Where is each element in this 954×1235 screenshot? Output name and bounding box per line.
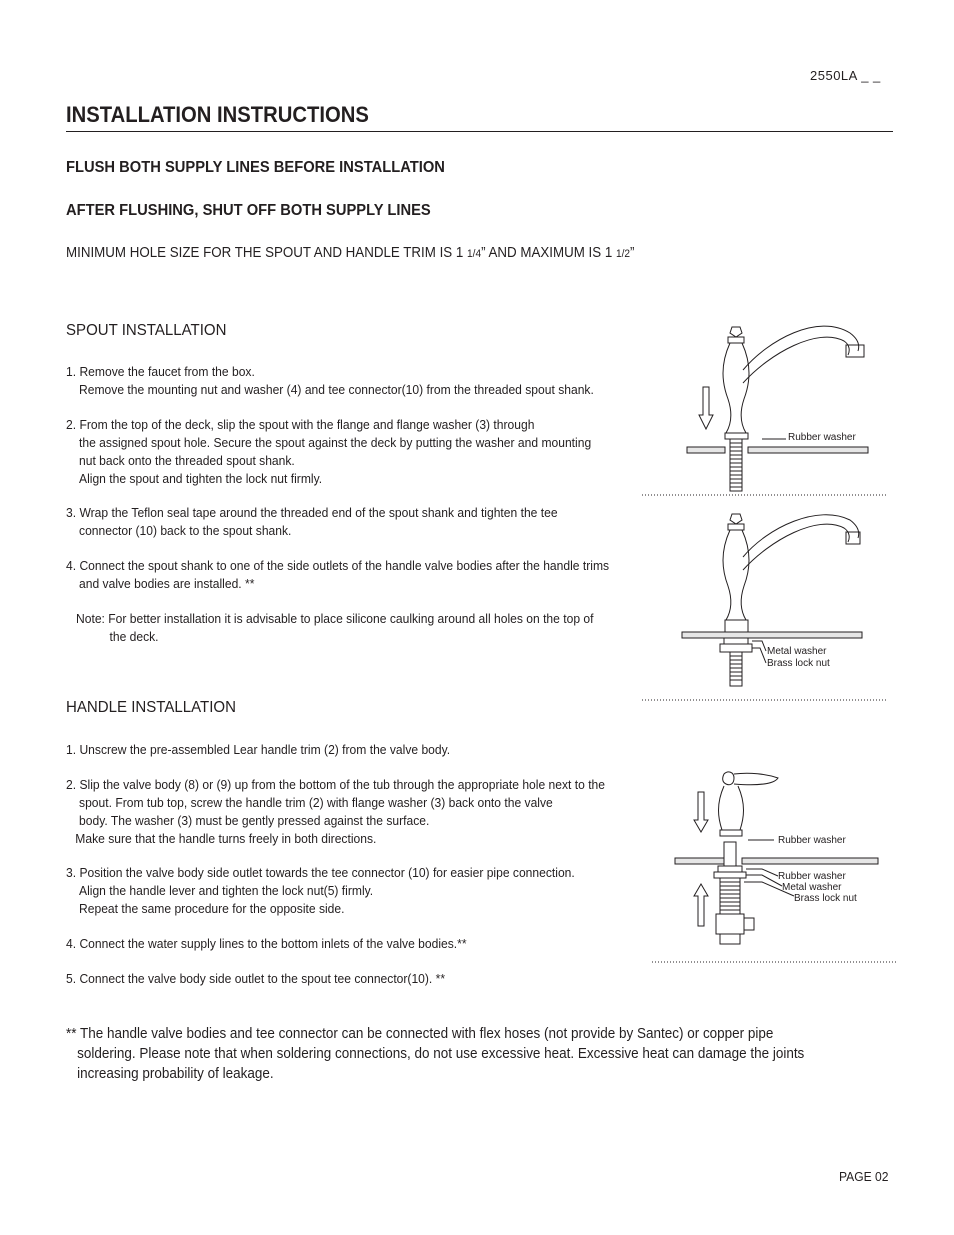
step-text: the assigned spout hole. Secure the spout against the deck by putting the washer and mounting — [79, 435, 592, 450]
deck-right — [742, 858, 878, 864]
step-text: connector (10) back to the spout shank. — [79, 523, 292, 538]
step-text: spout. From tub top, screw the handle trim (2) with flange washer (3) back onto the valve — [79, 795, 553, 810]
leader-line — [746, 875, 782, 886]
metal-washer-label: Metal washer — [767, 646, 827, 657]
rubber-washer-label: Rubber washer — [788, 432, 856, 443]
footnote-text: increasing probability of leakage. — [77, 1066, 274, 1082]
down-arrow-icon — [694, 792, 708, 832]
step-text: 3. Position the valve body side outlet towards the tee connector (10) for easier pipe connection. — [66, 865, 575, 880]
spout-shank — [730, 652, 742, 686]
handle-step-4 — [66, 935, 467, 953]
metal-washer-label: Metal washer — [782, 882, 842, 893]
step-text: Align the handle lever and tighten the lock nut(5) firmly. — [79, 883, 374, 898]
step-text: Remove the mounting nut and washer (4) and tee connector(10) from the threaded spout shank. — [79, 382, 594, 397]
spout-drawing — [723, 514, 860, 632]
step-text: 3. Wrap the Teflon seal tape around the threaded end of the spout shank and tighten the tee — [66, 505, 558, 520]
note-text: Note: For better installation it is advisable to place silicone caulking around all holes on the top of — [76, 611, 594, 626]
handle-drawing — [719, 772, 779, 836]
shutoff-warning: AFTER FLUSHING, SHUT OFF BOTH SUPPLY LINES — [66, 202, 431, 219]
down-arrow-icon — [699, 387, 713, 429]
handle-step-3 — [66, 864, 575, 918]
min-hole-part2: ” AND MAXIMUM IS 1 — [481, 245, 616, 261]
brass-lock-nut — [720, 644, 752, 652]
step-text: 5. Connect the valve body side outlet to the spout tee connector(10). ** — [66, 971, 446, 986]
step-text: nut back onto the threaded spout shank. — [79, 453, 295, 468]
brass-lock-nut-label: Brass lock nut — [794, 893, 857, 904]
step-text: 4. Connect the water supply lines to the bottom inlets of the valve bodies.** — [66, 936, 467, 951]
deck-right — [748, 447, 868, 453]
deck-left — [687, 447, 725, 453]
handle-install-figure — [650, 768, 900, 968]
spout-install-figure-1 — [640, 315, 890, 500]
step-text: 4. Connect the spout shank to one of the side outlets of the handle valve bodies after the handle trims — [66, 558, 610, 573]
note-text: the deck. — [109, 629, 159, 644]
footnote-text: soldering. Please note that when soldering connections, do not use excessive heat. Excessive heat can damage the joints — [77, 1046, 805, 1062]
page-number: PAGE 02 — [839, 1169, 889, 1184]
step-text: Make sure that the handle turns freely in both directions. — [75, 831, 377, 846]
min-hole-frac2: 1/2 — [615, 248, 631, 260]
step-text: 1. Unscrew the pre-assembled Lear handle trim (2) from the valve body. — [66, 742, 451, 757]
step-text: 1. Remove the faucet from the box. — [66, 364, 255, 379]
handle-step-2 — [66, 776, 605, 848]
rubber-washer-label: Rubber washer — [778, 871, 846, 882]
spout-step-3 — [66, 504, 558, 540]
handle-heading: HANDLE INSTALLATION — [66, 699, 236, 716]
spout-heading: SPOUT INSTALLATION — [66, 322, 227, 339]
footnote — [66, 1024, 804, 1084]
spout-step-2 — [66, 416, 591, 488]
flush-warning: FLUSH BOTH SUPPLY LINES BEFORE INSTALLATION — [66, 159, 445, 176]
metal-washer — [724, 638, 748, 644]
brass-lock-nut-label: Brass lock nut — [767, 658, 830, 669]
step-text: Align the spout and tighten the lock nut firmly. — [79, 471, 323, 486]
leader-line — [752, 648, 766, 663]
model-code: 2550LA _ _ — [810, 68, 881, 83]
step-text: and valve bodies are installed. ** — [79, 576, 255, 591]
spout-drawing — [723, 326, 864, 439]
min-hole-size-text — [66, 245, 635, 261]
up-arrow-icon — [694, 884, 708, 926]
min-hole-part3: ” — [630, 245, 635, 261]
spout-step-1 — [66, 363, 594, 399]
leader-line — [752, 641, 766, 651]
min-hole-part1: MINIMUM HOLE SIZE FOR THE SPOUT AND HANDLE TRIM IS 1 — [66, 245, 468, 261]
step-text: 2. Slip the valve body (8) or (9) up from the bottom of the tub through the appropriate hole next to the — [66, 777, 606, 792]
spout-step-4 — [66, 557, 609, 593]
step-text: Repeat the same procedure for the opposite side. — [79, 901, 345, 916]
min-hole-frac1: 1/4 — [467, 248, 482, 260]
spout-install-figure-2 — [640, 508, 890, 703]
rubber-washer-top-label: Rubber washer — [778, 835, 846, 846]
deck — [682, 632, 862, 638]
handle-step-1 — [66, 741, 450, 759]
valve-body — [714, 842, 754, 944]
page-title: INSTALLATION INSTRUCTIONS — [66, 102, 369, 127]
footnote-text: ** The handle valve bodies and tee connector can be connected with flex hoses (not provide by Santec) or copper pipe — [66, 1026, 774, 1042]
title-rule — [66, 131, 893, 132]
handle-step-5 — [66, 970, 445, 988]
step-text: body. The washer (3) must be gently pressed against the surface. — [79, 813, 430, 828]
spout-note — [76, 610, 593, 646]
step-text: 2. From the top of the deck, slip the spout with the flange and flange washer (3) through — [66, 417, 535, 432]
spout-shank — [730, 439, 742, 491]
